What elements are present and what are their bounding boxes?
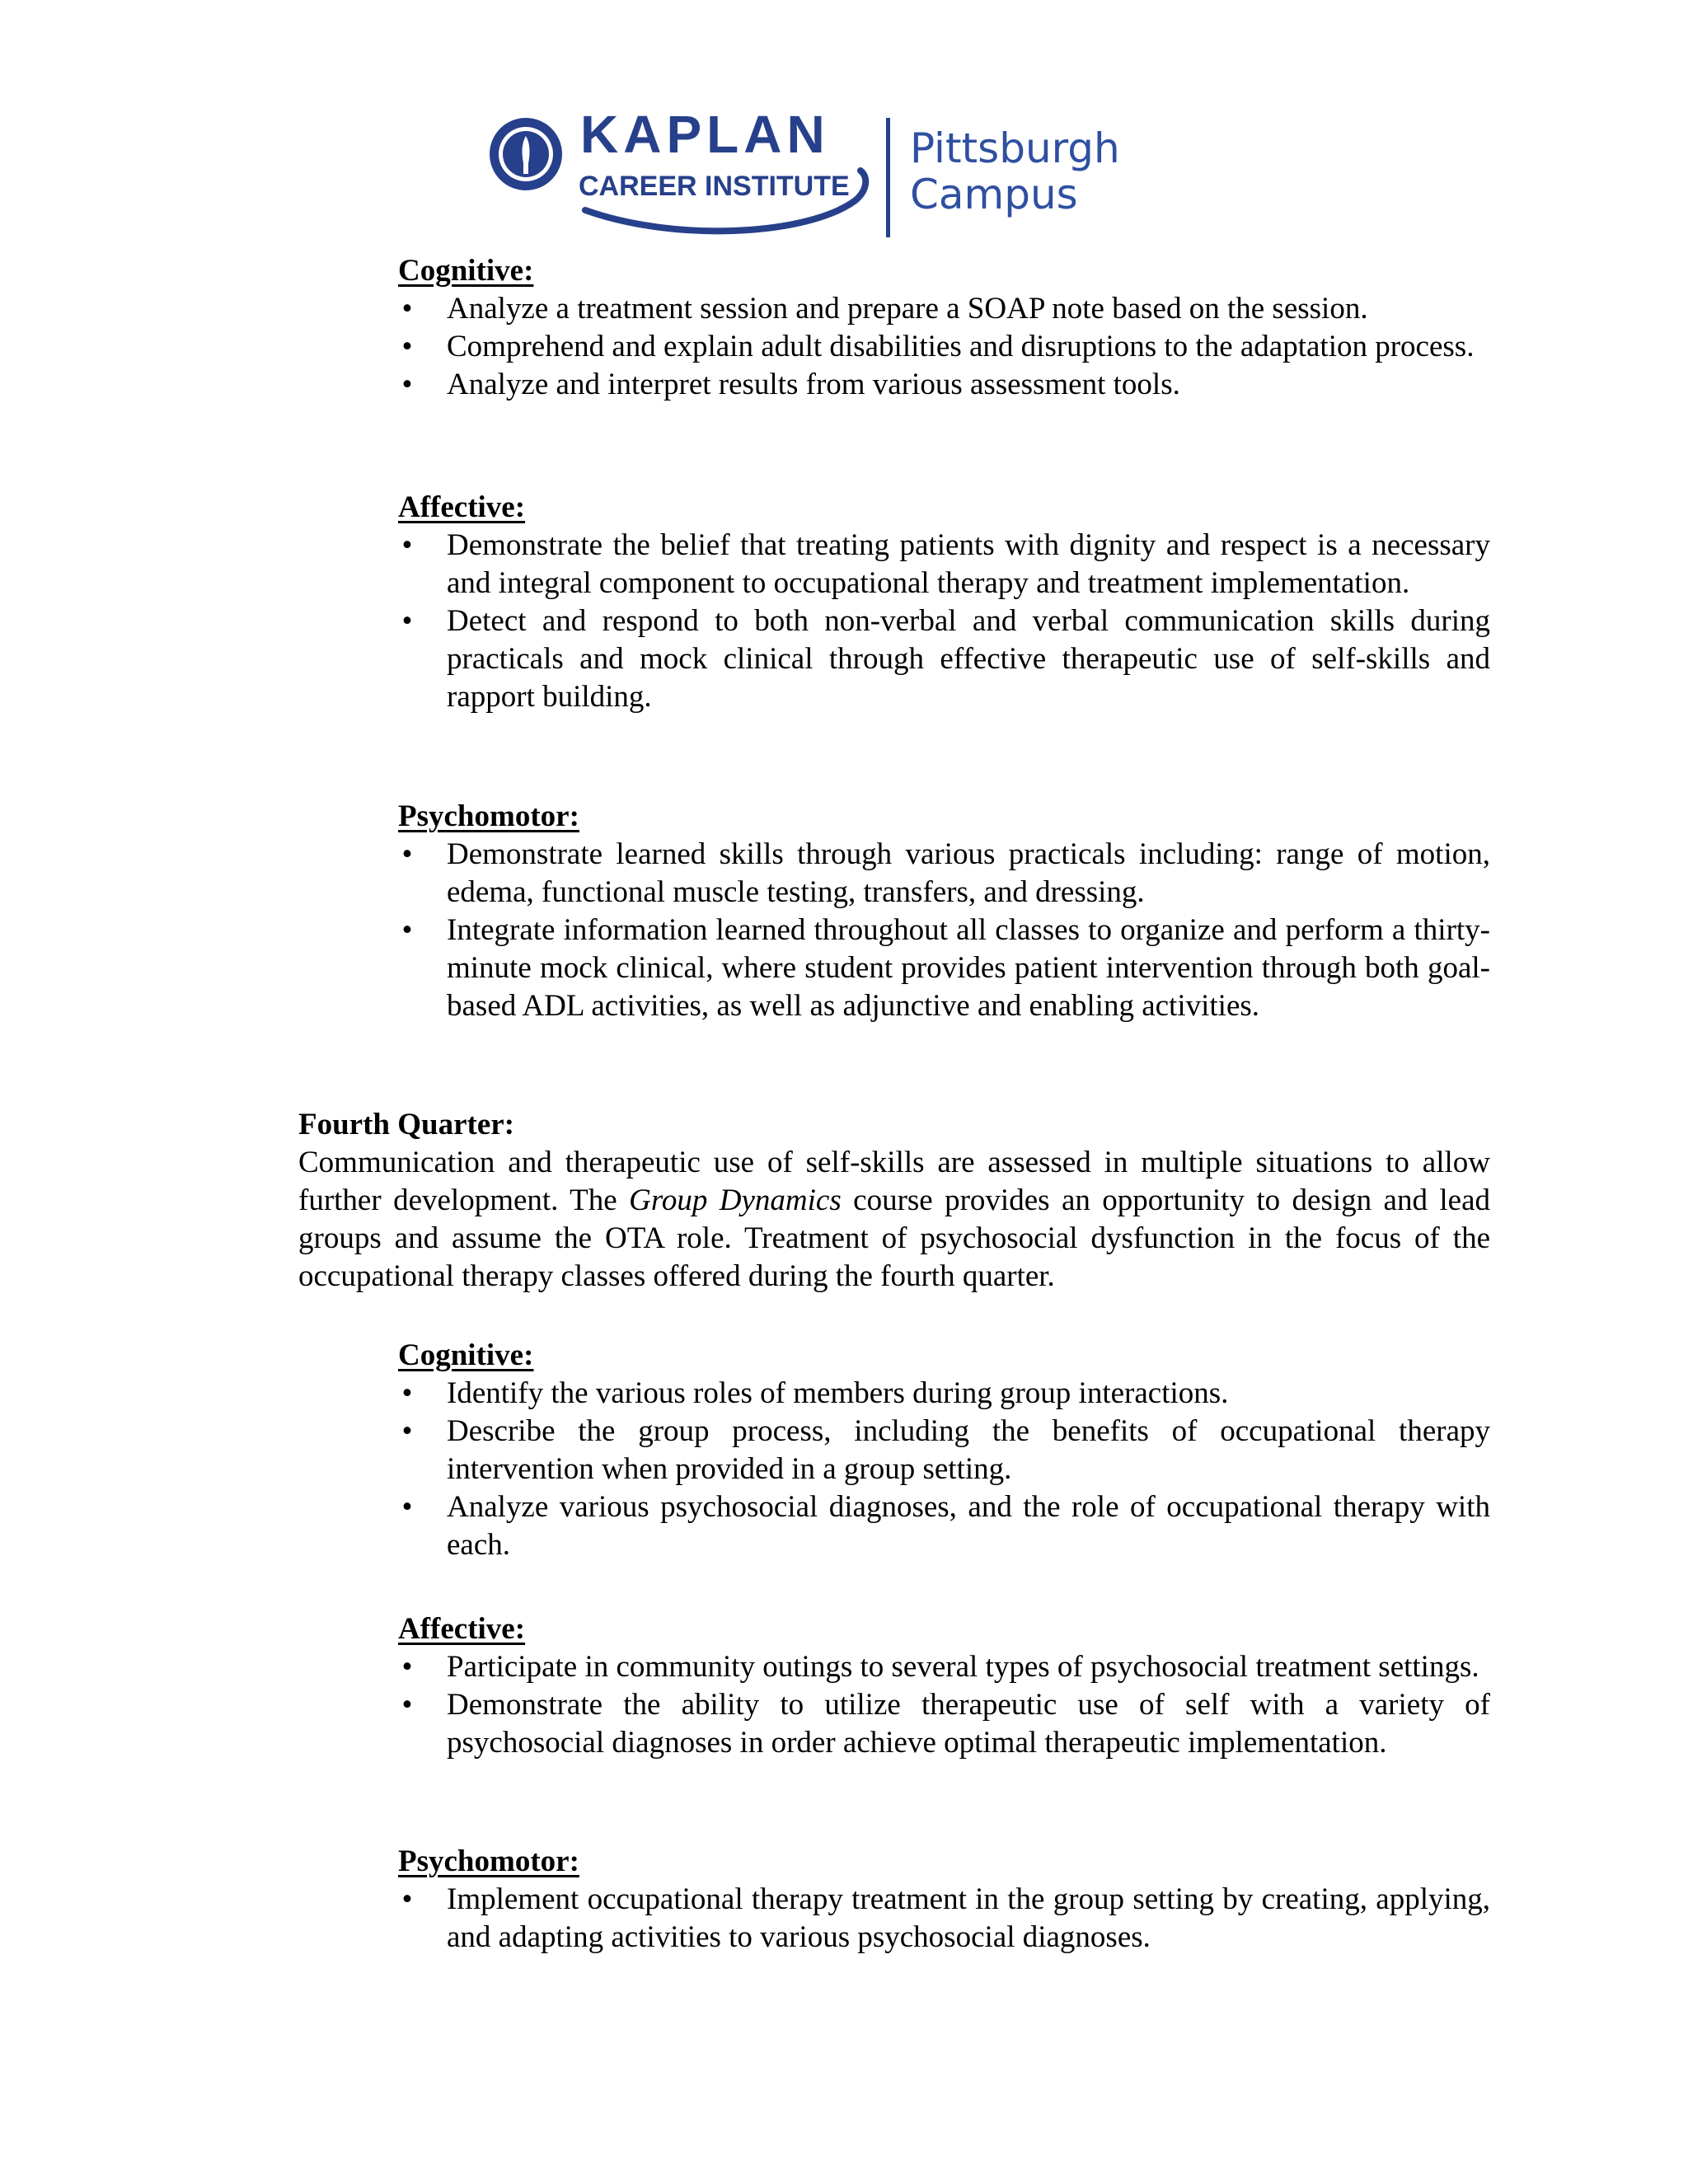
- bullet-list: [398, 836, 1490, 1025]
- fq-psychomotor-section: [398, 1843, 1490, 1957]
- course-name: Group Dynamics: [629, 1183, 842, 1217]
- bullet-list: [398, 1648, 1490, 1762]
- tq-cognitive-section: [398, 252, 1490, 404]
- bullet-list: [398, 290, 1490, 404]
- list-item: • Implement occupational therapy treatment in the group setting by creating, applying, and adapting activities to various psychosocial diagnoses.: [398, 1881, 1490, 1957]
- kaplan-logo: [488, 111, 1139, 243]
- tq-affective-section: [398, 489, 1490, 716]
- quarter-heading: Fourth Quarter:: [298, 1108, 515, 1141]
- section-heading: Affective:: [398, 490, 526, 524]
- section-heading: Cognitive:: [398, 254, 534, 288]
- list-item: • Demonstrate the ability to utilize therapeutic use of self with a variety of psychosocial diagnoses in order achieve optimal therapeutic implementation.: [398, 1686, 1490, 1762]
- bullet-list: [398, 1881, 1490, 1957]
- bullet-icon: •: [401, 913, 413, 947]
- section-heading: Psychomotor:: [398, 799, 579, 833]
- logo-campus-line1: Pittsburgh: [910, 124, 1120, 172]
- bullet-list: [398, 1375, 1490, 1564]
- bullet-icon: •: [401, 1376, 413, 1410]
- bullet-icon: •: [401, 330, 413, 363]
- bullet-icon: •: [401, 1882, 413, 1916]
- bullet-list: [398, 527, 1490, 716]
- list-item: • Participate in community outings to several types of psychosocial treatment settings.: [398, 1648, 1490, 1686]
- section-heading: Cognitive:: [398, 1338, 534, 1372]
- fq-affective-section: [398, 1610, 1490, 1762]
- bullet-icon: •: [401, 1650, 413, 1684]
- bullet-icon: •: [401, 292, 413, 326]
- list-item: • Analyze a treatment session and prepare a SOAP note based on the session.: [398, 290, 1490, 328]
- fourth-quarter-intro: [298, 1106, 1490, 1296]
- bullet-icon: •: [401, 368, 413, 401]
- quarter-description: Communication and therapeutic use of self-skills are assessed in multiple situations to allow further development. The Group Dynamics course provides an opportunity to design and lead groups and assume the OTA role. Treatment of psychosocial dysfunction in the focus of the occupational therapy classes offered during the fourth quarter.: [298, 1146, 1490, 1293]
- tq-psychomotor-section: [398, 798, 1490, 1025]
- bullet-icon: •: [401, 837, 413, 871]
- bullet-icon: •: [401, 528, 413, 562]
- section-heading: Affective:: [398, 1612, 526, 1646]
- logo-campus-line2: Campus: [910, 171, 1078, 218]
- section-heading: Psychomotor:: [398, 1844, 579, 1878]
- logo-brand: KAPLAN: [580, 111, 830, 164]
- list-item: • Detect and respond to both non-verbal and verbal communication skills during practicals and mock clinical through effective therapeutic use of self-skills and rapport building.: [398, 602, 1490, 716]
- list-item: • Integrate information learned throughout all classes to organize and perform a thirty-minute mock clinical, where student provides patient intervention through both goal-based ADL activities, as well as adjunctive and enabling activities.: [398, 912, 1490, 1025]
- list-item: • Analyze various psychosocial diagnoses, and the role of occupational therapy with each.: [398, 1488, 1490, 1564]
- logo-subtitle: CAREER INSTITUTE: [579, 171, 850, 202]
- list-item: • Comprehend and explain adult disabilities and disruptions to the adaptation process.: [398, 328, 1490, 366]
- list-item: • Identify the various roles of members during group interactions.: [398, 1375, 1490, 1413]
- bullet-icon: •: [401, 1490, 413, 1524]
- bullet-icon: •: [401, 1688, 413, 1722]
- bullet-icon: •: [401, 1414, 413, 1448]
- list-item: • Analyze and interpret results from various assessment tools.: [398, 366, 1490, 404]
- fq-cognitive-section: [398, 1337, 1490, 1564]
- list-item: • Demonstrate the belief that treating patients with dignity and respect is a necessary and integral component to occupational therapy and treatment implementation.: [398, 527, 1490, 602]
- list-item: • Describe the group process, including the benefits of occupational therapy intervention when provided in a group setting.: [398, 1413, 1490, 1488]
- bullet-icon: •: [401, 604, 413, 638]
- list-item: • Demonstrate learned skills through various practicals including: range of motion, edema, functional muscle testing, transfers, and dressing.: [398, 836, 1490, 912]
